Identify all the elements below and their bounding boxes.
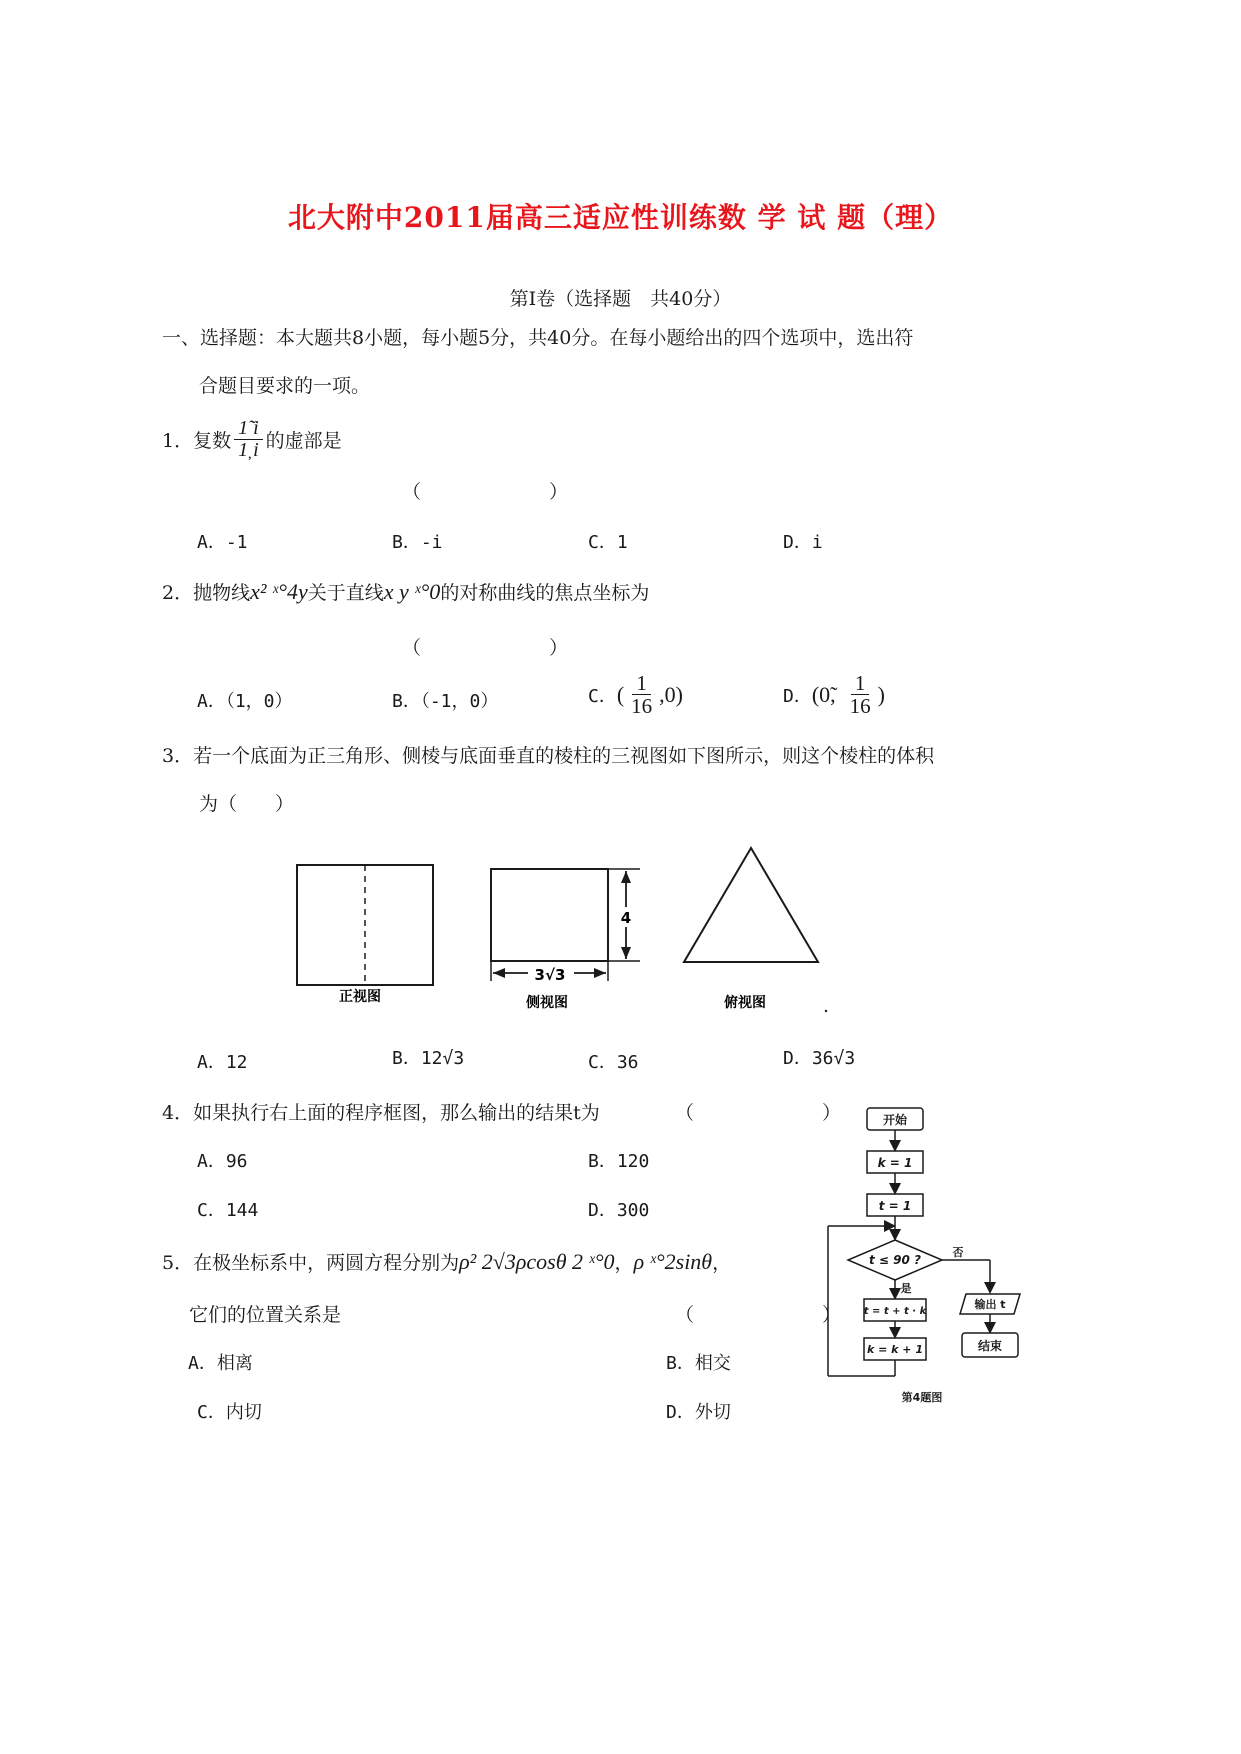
side-view-rect xyxy=(491,869,608,961)
option-a: A．相离 xyxy=(188,1353,253,1374)
question-number: 3． xyxy=(162,745,194,767)
option-d: D．36√3 xyxy=(783,1048,856,1069)
answer-bracket-q1: （ ） xyxy=(402,481,599,503)
side-view-label: 侧视图 xyxy=(526,995,568,1011)
option-c xyxy=(588,672,683,717)
option-d: D．外切 xyxy=(666,1402,731,1423)
question-5-line2: 它们的位置关系是 xyxy=(189,1304,342,1326)
question-stem-tail: 的虚部是 xyxy=(265,430,342,452)
option-a: A．12 xyxy=(197,1052,248,1073)
option-b: B．12√3 xyxy=(392,1048,465,1069)
t-init-label: t = 1 xyxy=(878,1199,912,1213)
option-label: D． xyxy=(783,685,812,707)
answer-bracket-q4: （ ） xyxy=(675,1102,872,1124)
fraction-numerator: 1 xyxy=(632,672,651,695)
option-d: D．i xyxy=(783,532,823,553)
fraction-denominator: 16 xyxy=(631,694,653,719)
end-label: 结束 xyxy=(977,1339,1003,1353)
condition-label: t ≤ 90 ? xyxy=(869,1253,921,1267)
question-3-line2: 为（ ） xyxy=(199,793,295,815)
option-c: C．1 xyxy=(588,532,628,553)
line-equation: x y ˣ°0 xyxy=(383,579,441,604)
option-c: C．36 xyxy=(588,1052,639,1073)
complex-fraction xyxy=(234,418,263,461)
height-label: 4 xyxy=(620,909,632,927)
option-b: B．-i xyxy=(392,532,443,553)
question-stem: 若一个底面为正三角形、侧棱与底面垂直的棱柱的三视图如下图所示，则这个棱柱的体积 xyxy=(193,745,935,767)
fraction-numerator: 1̃ i xyxy=(234,418,263,440)
question-5 xyxy=(162,1248,731,1275)
update-k-label: k = k + 1 xyxy=(866,1343,924,1356)
option-b: B．（-1，0） xyxy=(392,691,499,712)
question-3 xyxy=(162,741,934,768)
three-view-figure xyxy=(280,835,850,1020)
question-stem: 抛物线 xyxy=(193,582,251,604)
flowchart-caption: 第4题图 xyxy=(901,1391,943,1404)
fraction-denominator: 1̦ i xyxy=(238,439,259,461)
no-label: 否 xyxy=(952,1246,964,1259)
option-a: A．（1，0） xyxy=(197,691,293,712)
instructions-line1: 一、选择题：本大题共8小题，每小题5分，共40分。在每小题给出的四个选项中，选出符 xyxy=(162,327,914,349)
answer-bracket-q2: （ ） xyxy=(402,637,599,659)
paren: (0̃, xyxy=(811,681,836,707)
question-stem: 如果执行右上面的程序框图，那么输出的结果t为 xyxy=(193,1102,600,1124)
question-number: 2． xyxy=(162,582,194,604)
question-stem-tail: 的对称曲线的焦点坐标为 xyxy=(440,582,650,604)
instructions-line2: 合题目要求的一项。 xyxy=(199,375,371,397)
separator: ， xyxy=(614,1252,634,1274)
update-t-label: t = t + t · k xyxy=(863,1306,927,1317)
paren: ,0) xyxy=(659,681,683,707)
question-number: 4． xyxy=(162,1102,194,1124)
question-stem-mid: 关于直线 xyxy=(307,582,384,604)
section-subtitle: 第Ⅰ卷（选择题 共40分） xyxy=(509,288,732,310)
start-label: 开始 xyxy=(882,1113,908,1127)
stem-comma: ， xyxy=(712,1252,732,1274)
question-number: 5． xyxy=(162,1252,194,1274)
question-number: 1． xyxy=(162,430,194,452)
option-c: C．144 xyxy=(197,1200,259,1221)
width-label: 3√3 xyxy=(534,966,566,984)
option-b: B．120 xyxy=(588,1151,650,1172)
question-stem: 复数 xyxy=(193,430,232,452)
circle-equation-2: ρ ˣ°2sinθ xyxy=(633,1249,713,1274)
top-view-triangle xyxy=(684,848,818,962)
yes-label: 是 xyxy=(900,1282,912,1295)
option-b: B．相交 xyxy=(666,1353,731,1374)
circle-equation-1: ρ² 2√3ρcosθ 2 ˣ°0 xyxy=(459,1249,615,1274)
fraction xyxy=(627,672,656,717)
question-4 xyxy=(162,1098,600,1125)
paren: ) xyxy=(877,681,885,707)
page-title: 北大附中2011届高三适应性训练数 学 试 题（理） xyxy=(287,201,954,234)
fraction-numerator: 1 xyxy=(851,672,870,695)
option-a: A．96 xyxy=(197,1151,248,1172)
option-c: C．内切 xyxy=(197,1402,262,1423)
k-init-label: k = 1 xyxy=(877,1156,913,1170)
question-stem: 在极坐标系中，两圆方程分别为 xyxy=(193,1252,460,1274)
parabola-equation: x² ˣ°4y xyxy=(250,579,308,604)
top-view-label: 俯视图 xyxy=(724,995,766,1011)
fraction xyxy=(846,672,875,717)
flowchart xyxy=(820,1098,1050,1418)
answer-bracket-q5: （ ） xyxy=(675,1304,872,1326)
option-d xyxy=(783,672,885,717)
fraction-denominator: 16 xyxy=(849,694,871,719)
option-label: C． xyxy=(588,685,617,707)
paren: ( xyxy=(616,681,625,707)
option-a: A．-1 xyxy=(197,532,248,553)
question-1 xyxy=(162,418,342,461)
option-d: D．300 xyxy=(588,1200,650,1221)
output-label: 输出 t xyxy=(974,1298,1006,1311)
front-view-label: 正视图 xyxy=(339,989,381,1005)
question-2 xyxy=(162,578,649,605)
